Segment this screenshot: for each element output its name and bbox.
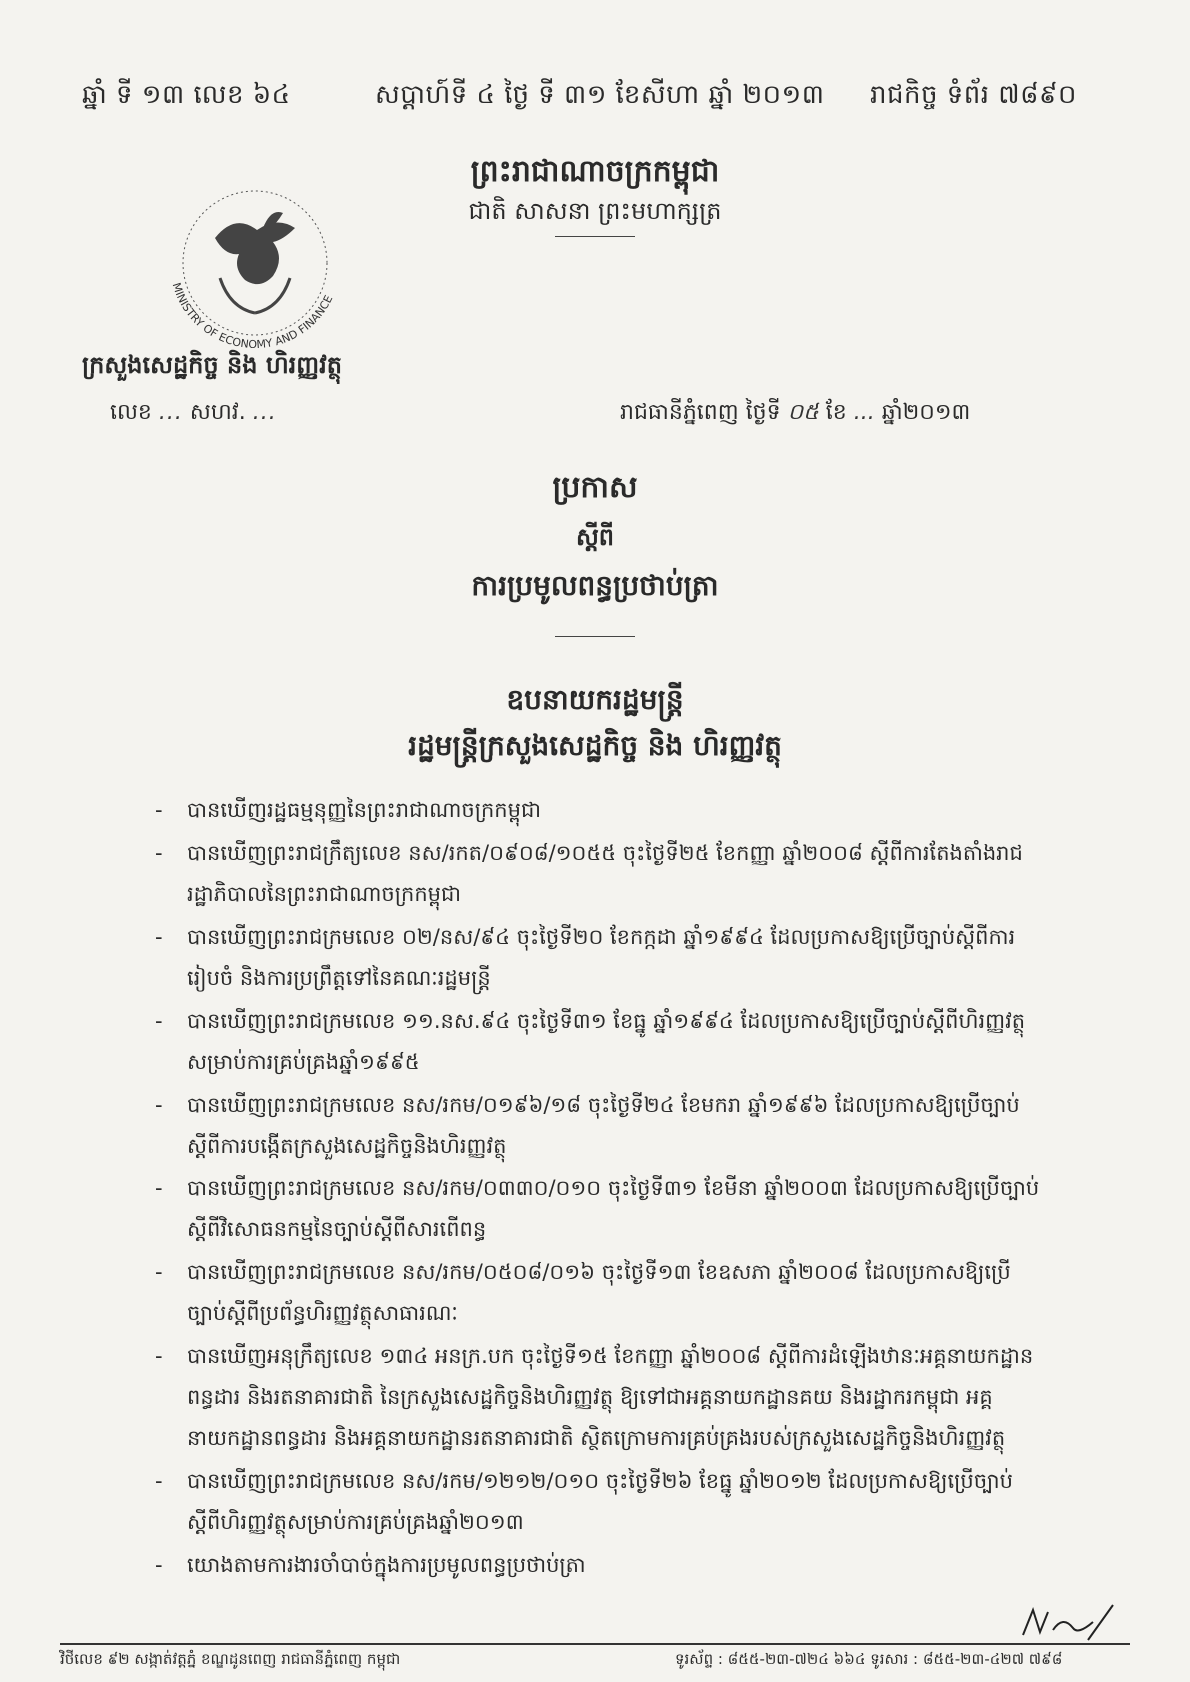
year: ឆ្នាំ២០១៣ [881,400,971,425]
place-date-prefix: រាជធានីភ្នំពេញ ថ្ងៃទី [620,400,781,425]
bullet-dash: - [155,1552,163,1577]
list-item [155,1336,1045,1459]
ref-mid: សហវ. [189,400,246,425]
bullet-dash: - [155,1469,163,1493]
list-item [155,1085,1045,1167]
gazette-page: រាជកិច្ច ទំព័រ ៧៨៩០ [870,80,1077,110]
item-text: បានឃើញព្រះរាជក្រមលេខ ១១.នស.៩៤ ចុះថ្ងៃទី៣១ ខែធ្នូ ឆ្នាំ១៩៩៤ ដែលប្រកាសឱ្យប្រើច្បាប់ស្តីពីហិរញ្ញវត្ថុសម្រាប់ការគ្រប់គ្រងឆ្នាំ១៩៩៥ [187,1008,1026,1074]
list-item [155,1001,1045,1083]
list-item [155,1545,1045,1586]
item-text: បានឃើញព្រះរាជក្រមលេខ ០២/នស/៩៤ ចុះថ្ងៃទី២០ ខែកក្កដា ឆ្នាំ១៩៩៤ ដែលប្រកាសឱ្យប្រើច្បាប់ស្តីពីការរៀបចំ និងការប្រព្រឹត្តទៅនៃគណៈរដ្ឋមន្ត្រី [187,924,1016,990]
document-about: ស្តីពី [575,523,615,551]
item-text: បានឃើញព្រះរាជក្រមលេខ នស/រកម/១២១២/០១០ ចុះថ្ងៃទី២៦ ខែធ្នូ ឆ្នាំ២០១២ ដែលប្រកាសឱ្យប្រើច្បាប់ស្តីពីហិរញ្ញវត្ថុសម្រាប់ការគ្រប់គ្រងឆ្នាំ២០១៣ [187,1469,1014,1534]
gazette-week-date: សប្តាហ៍ទី ៤ ថ្ងៃ ទី ៣១ ខែសីហា ឆ្នាំ ២០១៣ [375,80,825,110]
authority-ministry: រដ្ឋមន្ត្រីក្រសួងសេដ្ឋកិច្ច និង ហិរញ្ញវត្ថុ [408,729,782,762]
authority-title: ឧបនាយករដ្ឋមន្ត្រី [506,683,684,716]
bullet-dash: - [155,1344,163,1369]
seal-inscription: MINISTRY OF ECONOMY AND FINANCE [169,281,336,348]
bullet-dash: - [155,1260,163,1285]
reference-number [110,398,277,430]
footer-contact: ទូរស័ព្ទ : ៨៥៥-២៣-៧២៤ ៦៦៤ ទូរសារ : ៨៥៥-២៣-៤២៧ ៧៩៨ [675,1650,1063,1668]
item-text: បានឃើញអនុក្រឹត្យលេខ ១៣៤ អនក្រ.បក ចុះថ្ងៃទី១៥ ខែកញ្ញា ឆ្នាំ២០០៨ ស្តីពីការដំឡើងឋានៈអគ្គនាយកដ្ឋានពន្ធដារ និងរតនាគារជាតិ នៃក្រសួងសេដ្ឋកិច្ចនិងហិរញ្ញវត្ថុ ឱ្យទៅជាអគ្គនាយកដ្ឋានគយ និងរដ្ឋាករកម្ពុជា អគ្គនាយកដ្ឋានពន្ធដារ និងអគ្គនាយកដ្ឋានរតនាគារជាតិ ស្ថិតក្រោមការគ្រប់គ្រងរបស់ក្រសួងសេដ្ឋកិច្ចនិងហិរញ្ញវត្ថុ [187,1344,1034,1451]
ref-number-handwritten: ... [158,400,183,425]
item-text: បានឃើញព្រះរាជក្រមលេខ នស/រកម/០៥០៨/០១៦ ចុះថ្ងៃទី១៣ ខែឧសភា ឆ្នាំ២០០៨ ដែលប្រកាសឱ្យប្រើច្បាប់ស្តីពីប្រព័ន្ធហិរញ្ញវត្ថុសាធារណៈ [187,1260,1011,1326]
list-item [155,917,1045,999]
item-text: យោងតាមការងារចាំបាច់ក្នុងការប្រមូលពន្ធប្រថាប់ត្រា [187,1552,586,1577]
document-type: ប្រកាស [552,470,638,505]
item-text: បានឃើញព្រះរាជក្រមលេខ នស/រកម/០១៩៦/១៨ ចុះថ្ងៃទី២៤ ខែមករា ឆ្នាំ១៩៩៦ ដែលប្រកាសឱ្យប្រើច្បាប់ស្តីពីការបង្កើតក្រសួងសេដ្ឋកិច្ចនិងហិរញ្ញវត្ថុ [187,1092,1020,1158]
svg-text:MINISTRY OF ECONOMY AND FINANC [170,281,336,348]
item-text: បានឃើញរដ្ឋធម្មនុញ្ញនៃព្រះរាជាណាចក្រកម្ពុជា [187,798,541,822]
item-text: បានឃើញព្រះរាជក្រមលេខ នស/រកម/០៣៣០/០១០ ចុះថ្ងៃទី៣១ ខែមីនា ឆ្នាំ២០០៣ ដែលប្រកាសឱ្យប្រើច្បាប់ស្តីពីវិសោធនកម្មនៃច្បាប់ស្តីពីសារពើពន្ធ [187,1176,1040,1242]
garuda-bird-icon [215,212,295,284]
item-text: បានឃើញព្រះរាជក្រឹត្យលេខ នស/រកត/០៩០៨/១០៥៥ ចុះថ្ងៃទី២៥ ខែកញ្ញា ឆ្នាំ២០០៨ ស្តីពីការតែងតាំងរាជរដ្ឋាភិបាលនៃព្រះរាជាណាចក្រកម្ពុជា [187,840,1023,906]
kingdom-motto: ជាតិ សាសនា ព្រះមហាក្សត្រ [468,197,722,225]
bullet-dash: - [155,798,163,822]
bullet-dash: - [155,1176,163,1201]
list-item [155,833,1045,915]
day-handwritten: ០៥ [787,400,819,425]
kingdom-name: ព្រះរាជាណាចក្រកម្ពុជា [470,154,720,189]
bullet-dash: - [155,1092,163,1117]
header-divider [555,236,635,237]
title-divider [555,636,635,637]
footer-address: វិថីលេខ ៩២ សង្កាត់វត្តភ្នំ ខណ្ឌដូនពេញ រាជធានីភ្នំពេញ កម្ពុជា [60,1650,401,1668]
footer-divider [60,1643,1130,1645]
list-item [155,1252,1045,1334]
place-date [620,398,970,430]
ministry-name: ក្រសួងសេដ្ឋកិច្ច និង ហិរញ្ញវត្ថុ [82,351,342,379]
gazette-issue: ឆ្នាំ ទី ១៣ លេខ ៦៤ [82,80,291,110]
list-item [155,1461,1045,1543]
document-subject: ការប្រមូលពន្ធប្រថាប់ត្រា [471,569,719,602]
ref-prefix: លេខ [110,400,152,425]
list-item [155,790,1045,831]
ministry-seal [145,168,365,348]
bullet-dash: - [155,924,163,949]
ref-code-handwritten: ... [252,400,277,425]
bullet-dash: - [155,1008,163,1033]
bullet-dash: - [155,840,163,865]
list-item [155,1168,1045,1250]
month-handwritten: ... [853,400,875,425]
considerations-list [155,790,1045,1588]
month-label: ខែ [825,400,847,425]
